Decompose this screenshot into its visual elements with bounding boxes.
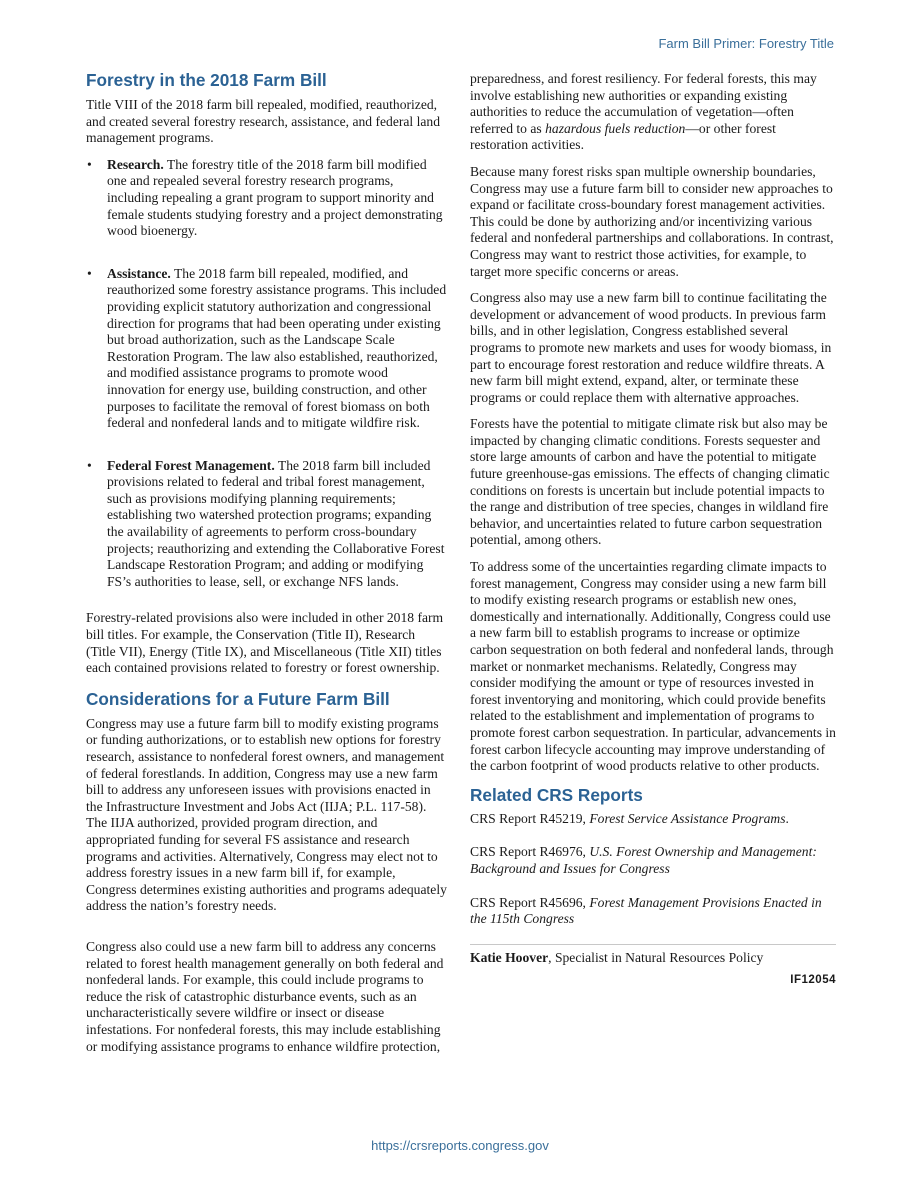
section2-paragraph-1: Congress may use a future farm bill to modify existing programs or funding authorizations, or to establish new options for forestry research, assistance to nonfederal forest owners, and management of federal forestlands. In addition, Congress may use a new farm bill to address any unforeseen issues with provisions enacted in the Infrastructure Investment and Jobs Act (IIJA; P.L. 117-58). The IIJA authorized, provided program direction, and appropriated funding for several FS assistance and research programs and activities. Alternatively, Congress may elect not to address forestry issues in a new farm bill if, for example, Congress determines existing authorities and programs adequately address the nation’s forestry needs. (86, 715, 447, 914)
bullet-lead: Research. (107, 156, 164, 172)
report-id: CRS Report R45219, (470, 810, 590, 826)
author-divider (470, 944, 836, 945)
left-column (86, 70, 448, 1065)
bullet-lead: Assistance. (107, 265, 171, 281)
section2-paragraph-2-continued (470, 71, 836, 154)
paragraph-text: —or other forest restoration activities. (470, 120, 776, 153)
list-item (86, 157, 448, 240)
italic-term: hazardous fuels reduction (545, 120, 686, 136)
report-id: CRS Report R45696, (470, 894, 590, 910)
bullet-icon: • (87, 457, 92, 473)
bullet-text: The 2018 farm bill repealed, modified, and reauthorized some forestry assistance programs. This included providing explicit statutory authorization and congressional direction for programs that had been operating under existing but broad authorization, such as the Landscape Scale Restoration Program. The law also established, reauthorized, and modified assistance programs to promote wood innovation for energy use, building construction, and other purposes to facilitate the removal of forest biomass on both federal and nonfederal lands and to mitigate wildfire risk. (107, 265, 447, 431)
section1-intro: Title VIII of the 2018 farm bill repealed, modified, reauthorized, and created several forestry research, assistance, and federal land management programs. (86, 97, 441, 146)
section1-closing: Forestry-related provisions also were included in other 2018 farm bill titles. For example, the Conservation (Title II), Research (Title VII), Energy (Title IX), and Miscellaneous (Title XII) titles each contained provisions related to forestry or forest ownership. (86, 610, 444, 676)
report-number: IF12054 (790, 974, 836, 987)
section-heading-related-reports: Related CRS Reports (470, 784, 643, 805)
report-suffix: . (785, 810, 789, 826)
provisions-list (86, 157, 448, 591)
related-report (470, 895, 836, 928)
bullet-text: The 2018 farm bill included provisions related to federal and tribal forest management, such as provisions modifying planning requirements; establishing two watershed protection programs; expanding the availability of agreements to perform cross-boundary projects; reauthorizing and extending the Collaborative Forest Landscape Restoration Program; and adding or modifying FS’s authorities to lease, sell, or exchange NFS lands. (107, 457, 445, 589)
section2-paragraph-6: To address some of the uncertainties regarding climate impacts to forest management, Congress may consider using a new farm bill to modify existing research programs or establish new ones, domestically and internationally. Additionally, Congress could use a new farm bill to establish programs to increase or optimize carbon sequestration on both federal and nonfederal lands, through market or nonmarket mechanisms. Relatedly, Congress may consider modifying the amount or type of resources invested in forest inventorying and monitoring, which could provide benefits related to the establishment and implementation of programs to promote forest carbon sequestration. In particular, advancements in forest carbon lifecycle accounting may improve understanding of the carbon footprint of wood products relative to other products. (470, 559, 836, 774)
bullet-icon: • (87, 265, 92, 281)
bullet-icon: • (87, 156, 92, 172)
related-report (470, 844, 836, 877)
report-title: Forest Management Provisions Enacted in the 115th Congress (470, 894, 822, 927)
footer-url[interactable]: https://crsreports.congress.gov (371, 1138, 549, 1153)
paragraph-text: preparedness, and forest resiliency. For federal forests, this may involve establishing new authorities or expanding existing authorities to reduce the accumulation of vegetation—often referred to as (470, 71, 817, 136)
list-item (86, 458, 448, 591)
list-item (86, 266, 448, 432)
author-title: , Specialist in Natural Resources Policy (548, 949, 764, 965)
bullet-text: The forestry title of the 2018 farm bill modified one and repealed several forestry research programs, including repealing a grant program to support minority and female students studying forestry and a project demonstrating wood bioenergy. (107, 156, 443, 239)
section2-paragraph-5: Forests have the potential to mitigate climate risk but also may be impacted by changing climatic conditions. Forests sequester and store large amounts of carbon and have the potential to mitigate future greenhouse-gas emissions. The effects of changing climatic conditions on forests is uncertain but include potential impacts to the range and distribution of tree species, changes in wildland fire behavior, and uncertainties related to future carbon sequestration potential, among others. (470, 416, 830, 548)
running-header: Farm Bill Primer: Forestry Title (658, 36, 834, 51)
section-heading-forestry-2018: Forestry in the 2018 Farm Bill (86, 70, 327, 90)
author-name: Katie Hoover (470, 949, 549, 965)
section-heading-considerations: Considerations for a Future Farm Bill (86, 688, 390, 709)
bullet-lead: Federal Forest Management. (107, 457, 275, 473)
section2-paragraph-4: Congress also may use a new farm bill to continue facilitating the development or advancement of wood products. In previous farm bills, and in other legislation, Congress established several programs to promote new markets and uses for woody biomass, in part to encourage forest restoration and reduce wildfire threats. A new farm bill might extend, expand, alter, or terminate these programs or could replace them with alternative approaches. (470, 290, 832, 405)
author-line (470, 950, 836, 967)
report-title: U.S. Forest Ownership and Management: Background and Issues for Congress (470, 844, 817, 876)
report-id: CRS Report R46976, (470, 844, 590, 860)
right-column (470, 71, 836, 989)
report-title: Forest Service Assistance Programs (589, 810, 786, 826)
section2-paragraph-2-start: Congress also could use a new farm bill to address any concerns related to forest health management generally on both federal and nonfederal lands. For example, this could include programs to reduce the risk of catastrophic disturbance events, such as an uncharacteristically severe wildfire or insect or disease infestations. For nonfederal forests, this may include establishing or modifying assistance programs to enhance wildfire protection, (86, 938, 444, 1054)
section2-paragraph-3: Because many forest risks span multiple ownership boundaries, Congress may use a future farm bill to consider new approaches to expand or facilitate cross-boundary forest management activities. This could be done by authorizing and/or incentivizing various federal and nonfederal partnerships and collaborations. In contrast, Congress may want to restrict those activities, for example, to target more specific concerns or areas. (470, 163, 834, 279)
related-report (470, 811, 836, 828)
